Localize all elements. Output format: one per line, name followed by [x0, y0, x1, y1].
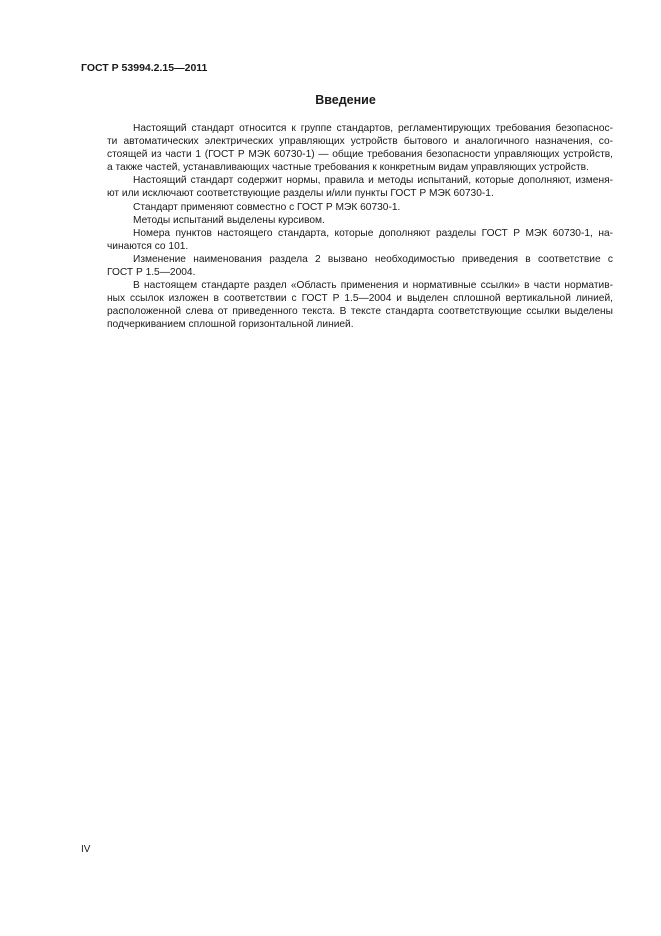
- text-line: расположенной слева от приведенного текста. В тексте стандарта соответствующие ссылки выделены: [107, 306, 613, 318]
- paragraph-section-rename: [81, 253, 613, 279]
- paragraph-contents: [81, 174, 613, 200]
- text-line: чинаются со 101.: [107, 240, 189, 252]
- text-line: ют или исключают соответствующие разделы и/или пункты ГОСТ Р МЭК 60730-1.: [107, 188, 494, 200]
- document-body: [81, 122, 613, 332]
- text-line: Настоящий стандарт содержит нормы, правила и методы испытаний, которые дополняют, изменя-: [133, 175, 613, 187]
- text-line: а также частей, устанавливающих частные требования к конкретным видам управляющих устройств.: [107, 162, 589, 174]
- paragraph-italic-note: [81, 214, 613, 227]
- section-title: Введение: [315, 93, 376, 107]
- text-line: ГОСТ Р 1.5—2004.: [107, 267, 196, 279]
- paragraph-references: [81, 279, 613, 331]
- text-line: Номера пунктов настоящего стандарта, которые дополняют разделы ГОСТ Р МЭК 60730-1, на-: [133, 227, 613, 239]
- text-line: стоящей из части 1 (ГОСТ Р МЭК 60730-1) — общие требования безопасности управляющих устройств,: [107, 149, 613, 161]
- text-line: ти автоматических электрических управляющих устройств бытового и аналогичного назначения, со-: [107, 136, 613, 148]
- document-code-header: ГОСТ Р 53994.2.15—2011: [81, 62, 208, 74]
- text-line: подчеркиванием сплошной горизонтальной линией.: [107, 319, 354, 331]
- text-line: Методы испытаний выделены курсивом.: [133, 214, 325, 226]
- text-line: ных ссылок изложен в соответствии с ГОСТ Р 1.5—2004 и выделен сплошной вертикальной линией,: [107, 293, 613, 305]
- paragraph-intro: [81, 122, 613, 174]
- text-line: Настоящий стандарт относится к группе стандартов, регламентирующих требования безопаснос-: [133, 123, 613, 134]
- paragraph-usage: [81, 201, 613, 214]
- text-line: Изменение наименования раздела 2 вызвано необходимостью приведения в соответствие с: [133, 253, 613, 265]
- text-line: В настоящем стандарте раздел «Область применения и нормативные ссылки» в части норматив-: [133, 280, 613, 292]
- paragraph-numbering: [81, 227, 613, 253]
- page-number: IV: [81, 844, 91, 855]
- text-line: Стандарт применяют совместно с ГОСТ Р МЭК 60730-1.: [133, 201, 401, 213]
